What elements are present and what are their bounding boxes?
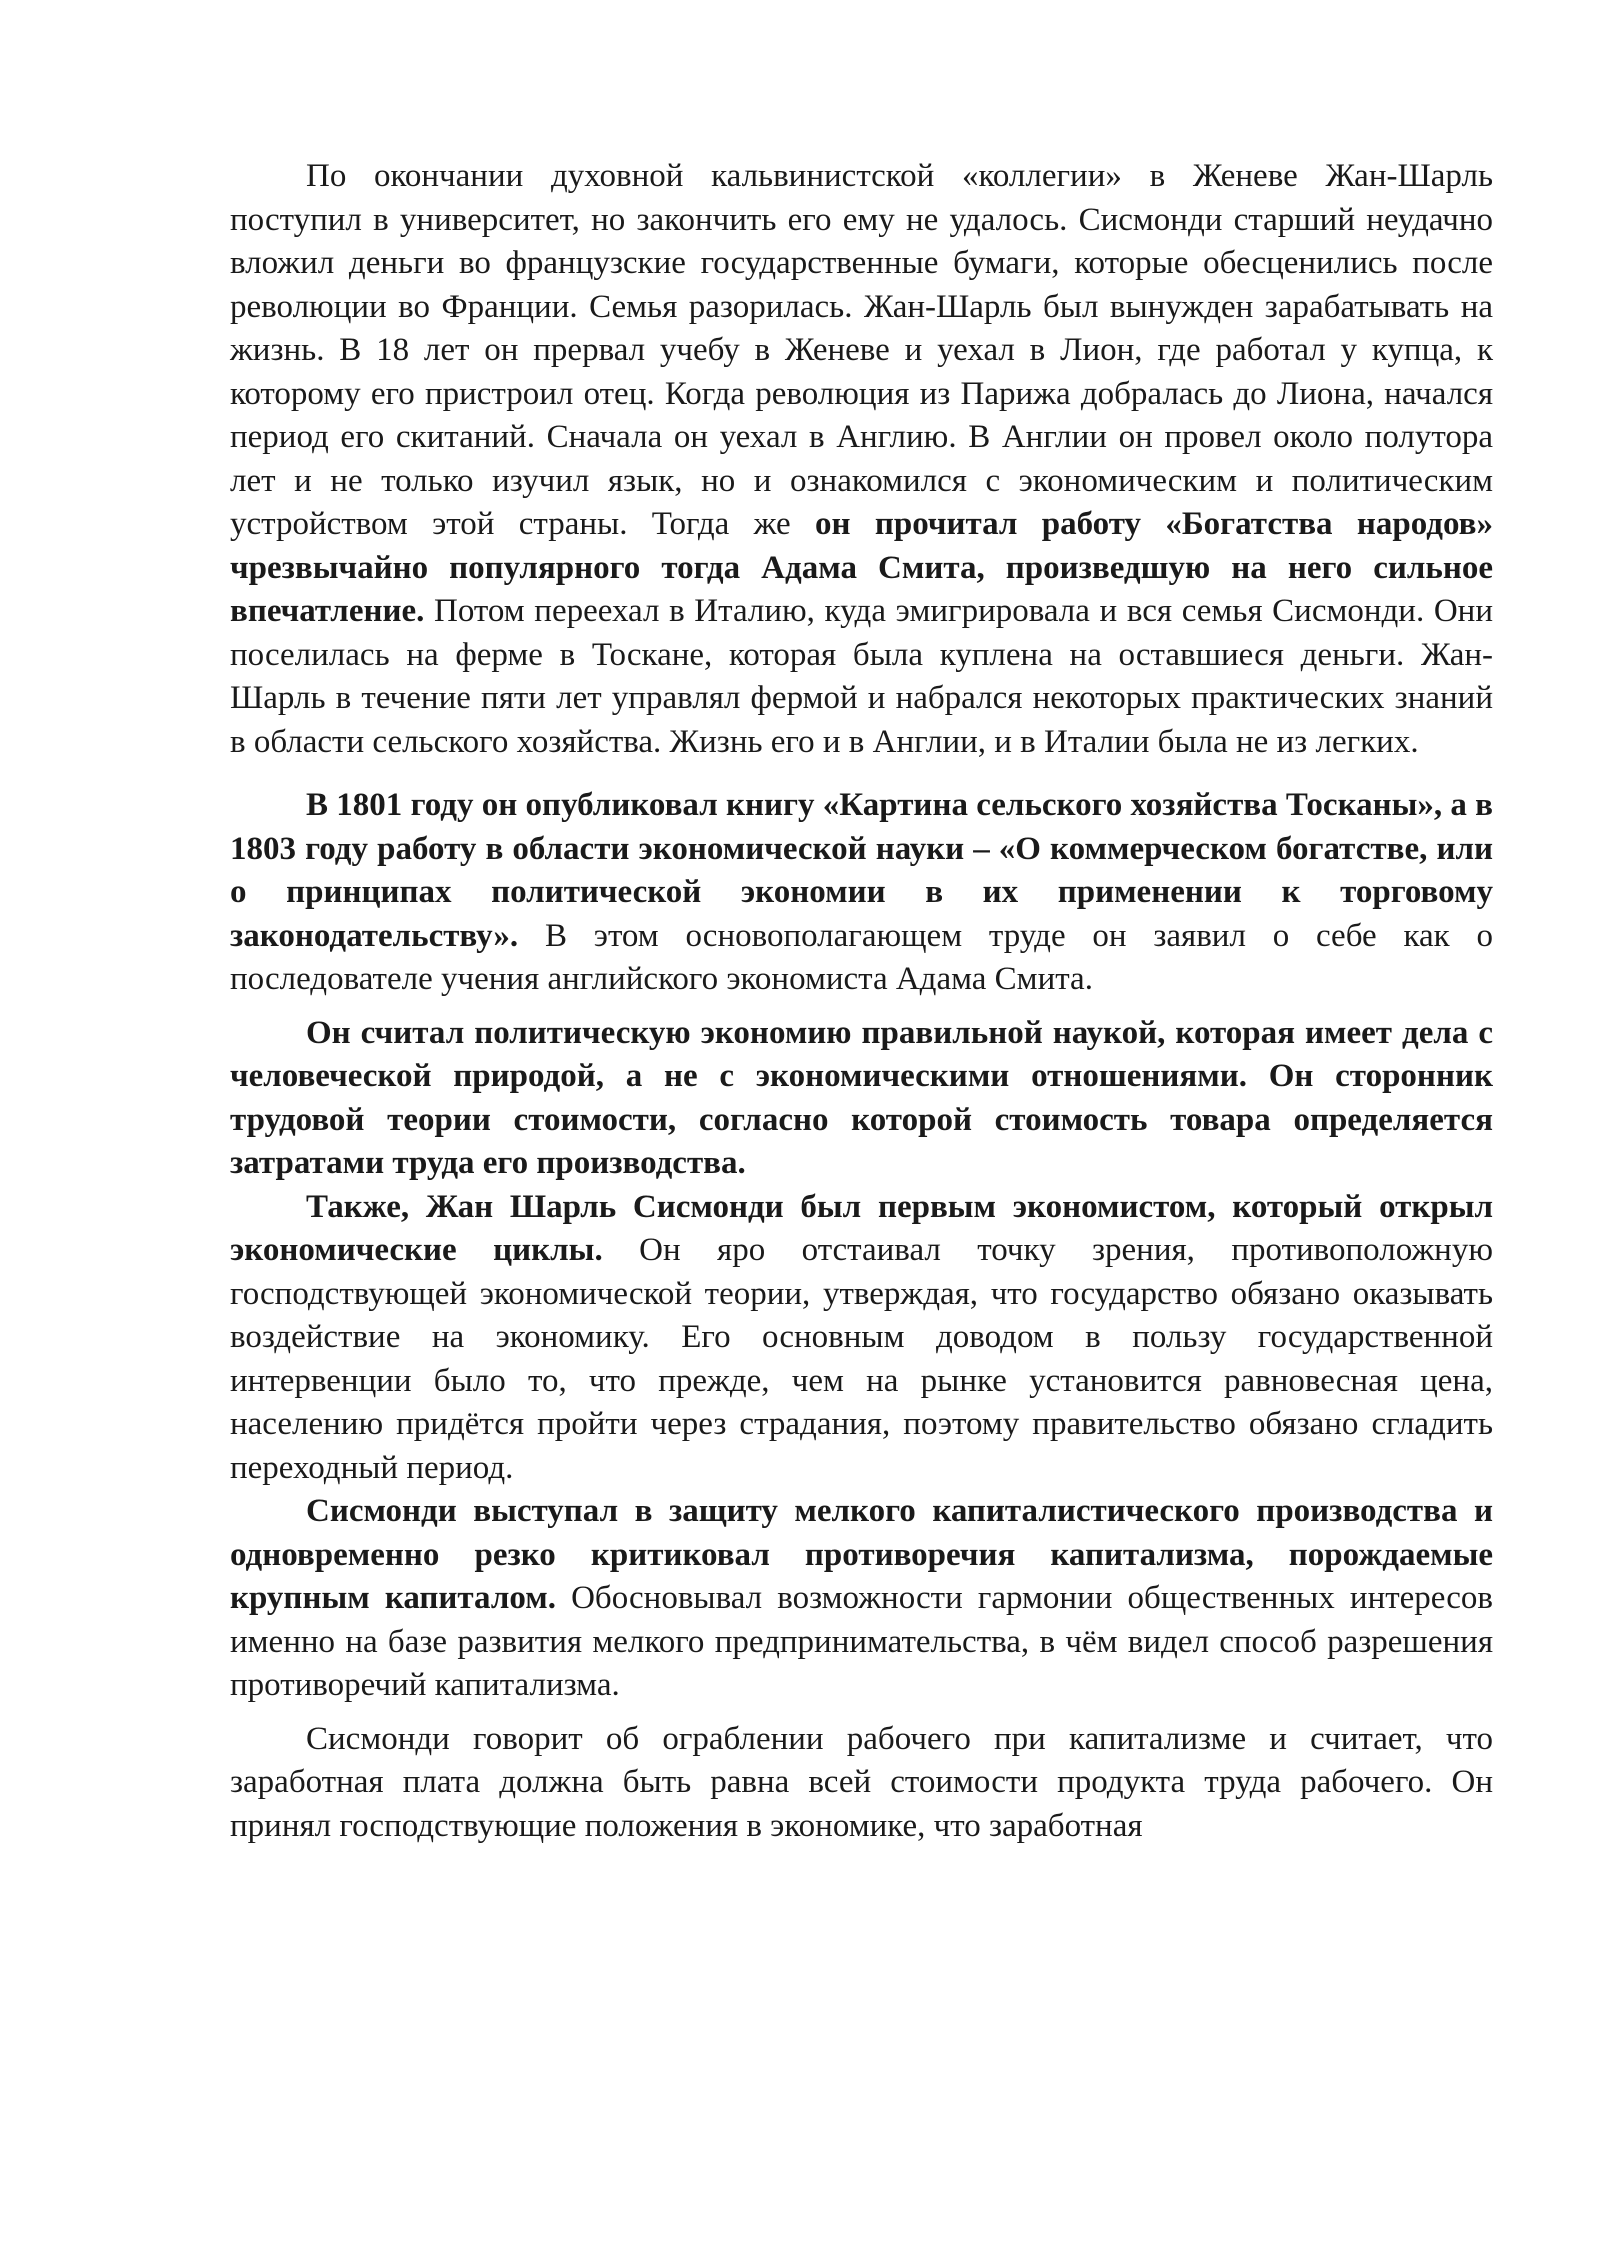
paragraph-2: [230, 784, 1493, 1002]
paragraph-6: [230, 1718, 1493, 1849]
paragraph-3: [230, 1012, 1493, 1186]
bold-text-run: Сисмонди выступал в защиту мелкого капиталистического производства и одновременно резко критиковал противоречия капитализма, порождаемые крупным капиталом.: [230, 1493, 1493, 1616]
text-run: Он яро отстаивал точку зрения, противоположную господствующей экономической теории, утверждая, что государство обязано оказывать воздействие на экономику. Его основным доводом в пользу государственной интервенции было то, что прежде, чем на рынке установится равновесная цена, населению придётся пройти через страдания, поэтому правительство обязано сгладить переходный период.: [230, 1232, 1493, 1486]
bold-text-run: Он считал политическую экономию правильной наукой, которая имеет дела с человеческой природой, а не с экономическими отношениями. Он сторонник трудовой теории стоимости, согласно которой стоимость товара определяется затратами труда его производства.: [230, 1014, 1493, 1181]
bold-text-run: В 1801 году он опубликовал книгу «Картина сельского хозяйства Тосканы», а в 1803 году работу в области экономической науки – «О коммерческом богатстве, или о принципах политической экономии в их применении к торговому законодательству».: [230, 787, 1493, 954]
text-run: Обосновывал возможности гармонии общественных интересов именно на базе развития мелкого предпринимательства, в чём видел способ разрешения противоречий капитализма.: [230, 1580, 1494, 1703]
text-run: В этом основополагающем труде он заявил о себе как о последователе учения английского экономиста Адама Смита.: [230, 917, 1493, 997]
paragraph-1: [230, 155, 1493, 764]
bold-text-run: Также, Жан Шарль Сисмонди был первым экономистом, который открыл экономические циклы.: [230, 1188, 1493, 1268]
text-run: По окончании духовной кальвинистской «коллегии» в Женеве Жан-Шарль поступил в университет, но закончить его ему не удалось. Сисмонди старший неудачно вложил деньги во французские государственные бумаги, которые обесценились после революции во Франции. Семья разорилась. Жан-Шарль был вынужден зарабатывать на жизнь. В 18 лет он прервал учебу в Женеве и уехал в Лион, где работал у купца, к которому его пристроил отец. Когда революция из Парижа добралась до Лиона, начался период его скитаний. Сначала он уехал в Англию. В Англии он провел около полутора лет и не только изучил язык, но и ознакомился с экономическим и политическим устройством этой страны. Тогда же: [230, 158, 1493, 542]
paragraph-4: [230, 1186, 1493, 1491]
text-run: Потом переехал в Италию, куда эмигрировала и вся семья Сисмонди. Они поселилась на ферме в Тоскане, которая была куплена на оставшиеся деньги. Жан-Шарль в течение пяти лет управлял фермой и набрался некоторых практических знаний в области сельского хозяйства. Жизнь его и в Англии, и в Италии была не из легких.: [230, 593, 1493, 760]
text-run: Сисмонди говорит об ограблении рабочего при капитализме и считает, что заработная плата должна быть равна всей стоимости продукта труда рабочего. Он принял господствующие положения в экономике, что заработная: [230, 1720, 1493, 1844]
paragraph-5: [230, 1490, 1493, 1708]
document-page: [230, 155, 1493, 1848]
bold-text-run: он прочитал работу «Богатства народов» чрезвычайно популярного тогда Адама Смита, произведшую на него сильное впечатление.: [230, 506, 1493, 629]
